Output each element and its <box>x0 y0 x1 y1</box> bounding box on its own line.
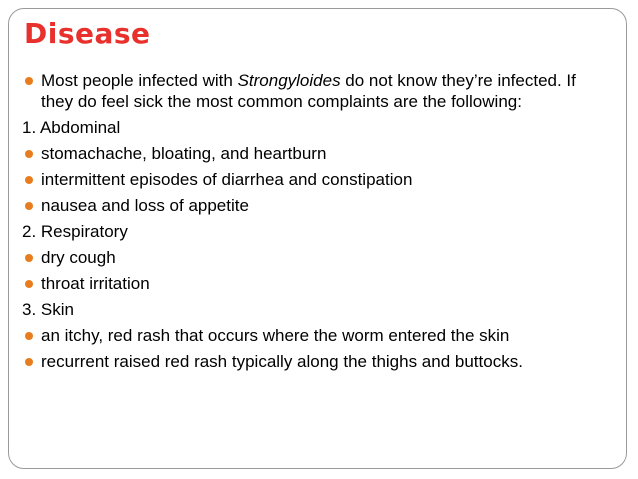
bullet-dot-icon <box>25 202 33 210</box>
list-item-text: throat irritation <box>41 274 150 293</box>
list-item <box>22 143 612 164</box>
list-item-text: stomachache, bloating, and heartburn <box>41 144 327 163</box>
intro-text-emphasis: Strongyloides <box>237 71 341 90</box>
intro-bullet <box>22 70 612 112</box>
intro-text-after: do not know they’re infected. If they do feel sick the most common complaints are the following: <box>41 71 576 111</box>
list-item-text: nausea and loss of appetite <box>41 196 249 215</box>
bullet-dot-icon <box>25 150 33 158</box>
list-item <box>22 351 612 372</box>
slide-title: Disease <box>24 17 151 50</box>
intro-text-before: Most people infected with <box>41 71 238 90</box>
slide-content <box>22 70 612 377</box>
bullet-dot-icon <box>25 280 33 288</box>
bullet-dot-icon <box>25 254 33 262</box>
list-item-text: recurrent raised red rash typically along the thighs and buttocks. <box>41 352 523 371</box>
intro-text <box>41 70 612 112</box>
bullet-dot-icon <box>25 358 33 366</box>
section-heading-respiratory: 2. Respiratory <box>22 222 128 241</box>
list-item <box>22 195 612 216</box>
section-heading-skin: 3. Skin <box>22 300 74 319</box>
list-item <box>22 273 612 294</box>
bullet-dot-icon <box>25 332 33 340</box>
list-item <box>22 247 612 268</box>
list-item-text: dry cough <box>41 248 116 267</box>
bullet-dot-icon <box>25 77 33 85</box>
list-item <box>22 169 612 190</box>
bullet-dot-icon <box>25 176 33 184</box>
section-heading-abdominal: 1. Abdominal <box>22 118 121 137</box>
list-item-text: an itchy, red rash that occurs where the worm entered the skin <box>41 326 510 345</box>
list-item <box>22 325 612 346</box>
list-item-text: intermittent episodes of diarrhea and constipation <box>41 170 413 189</box>
